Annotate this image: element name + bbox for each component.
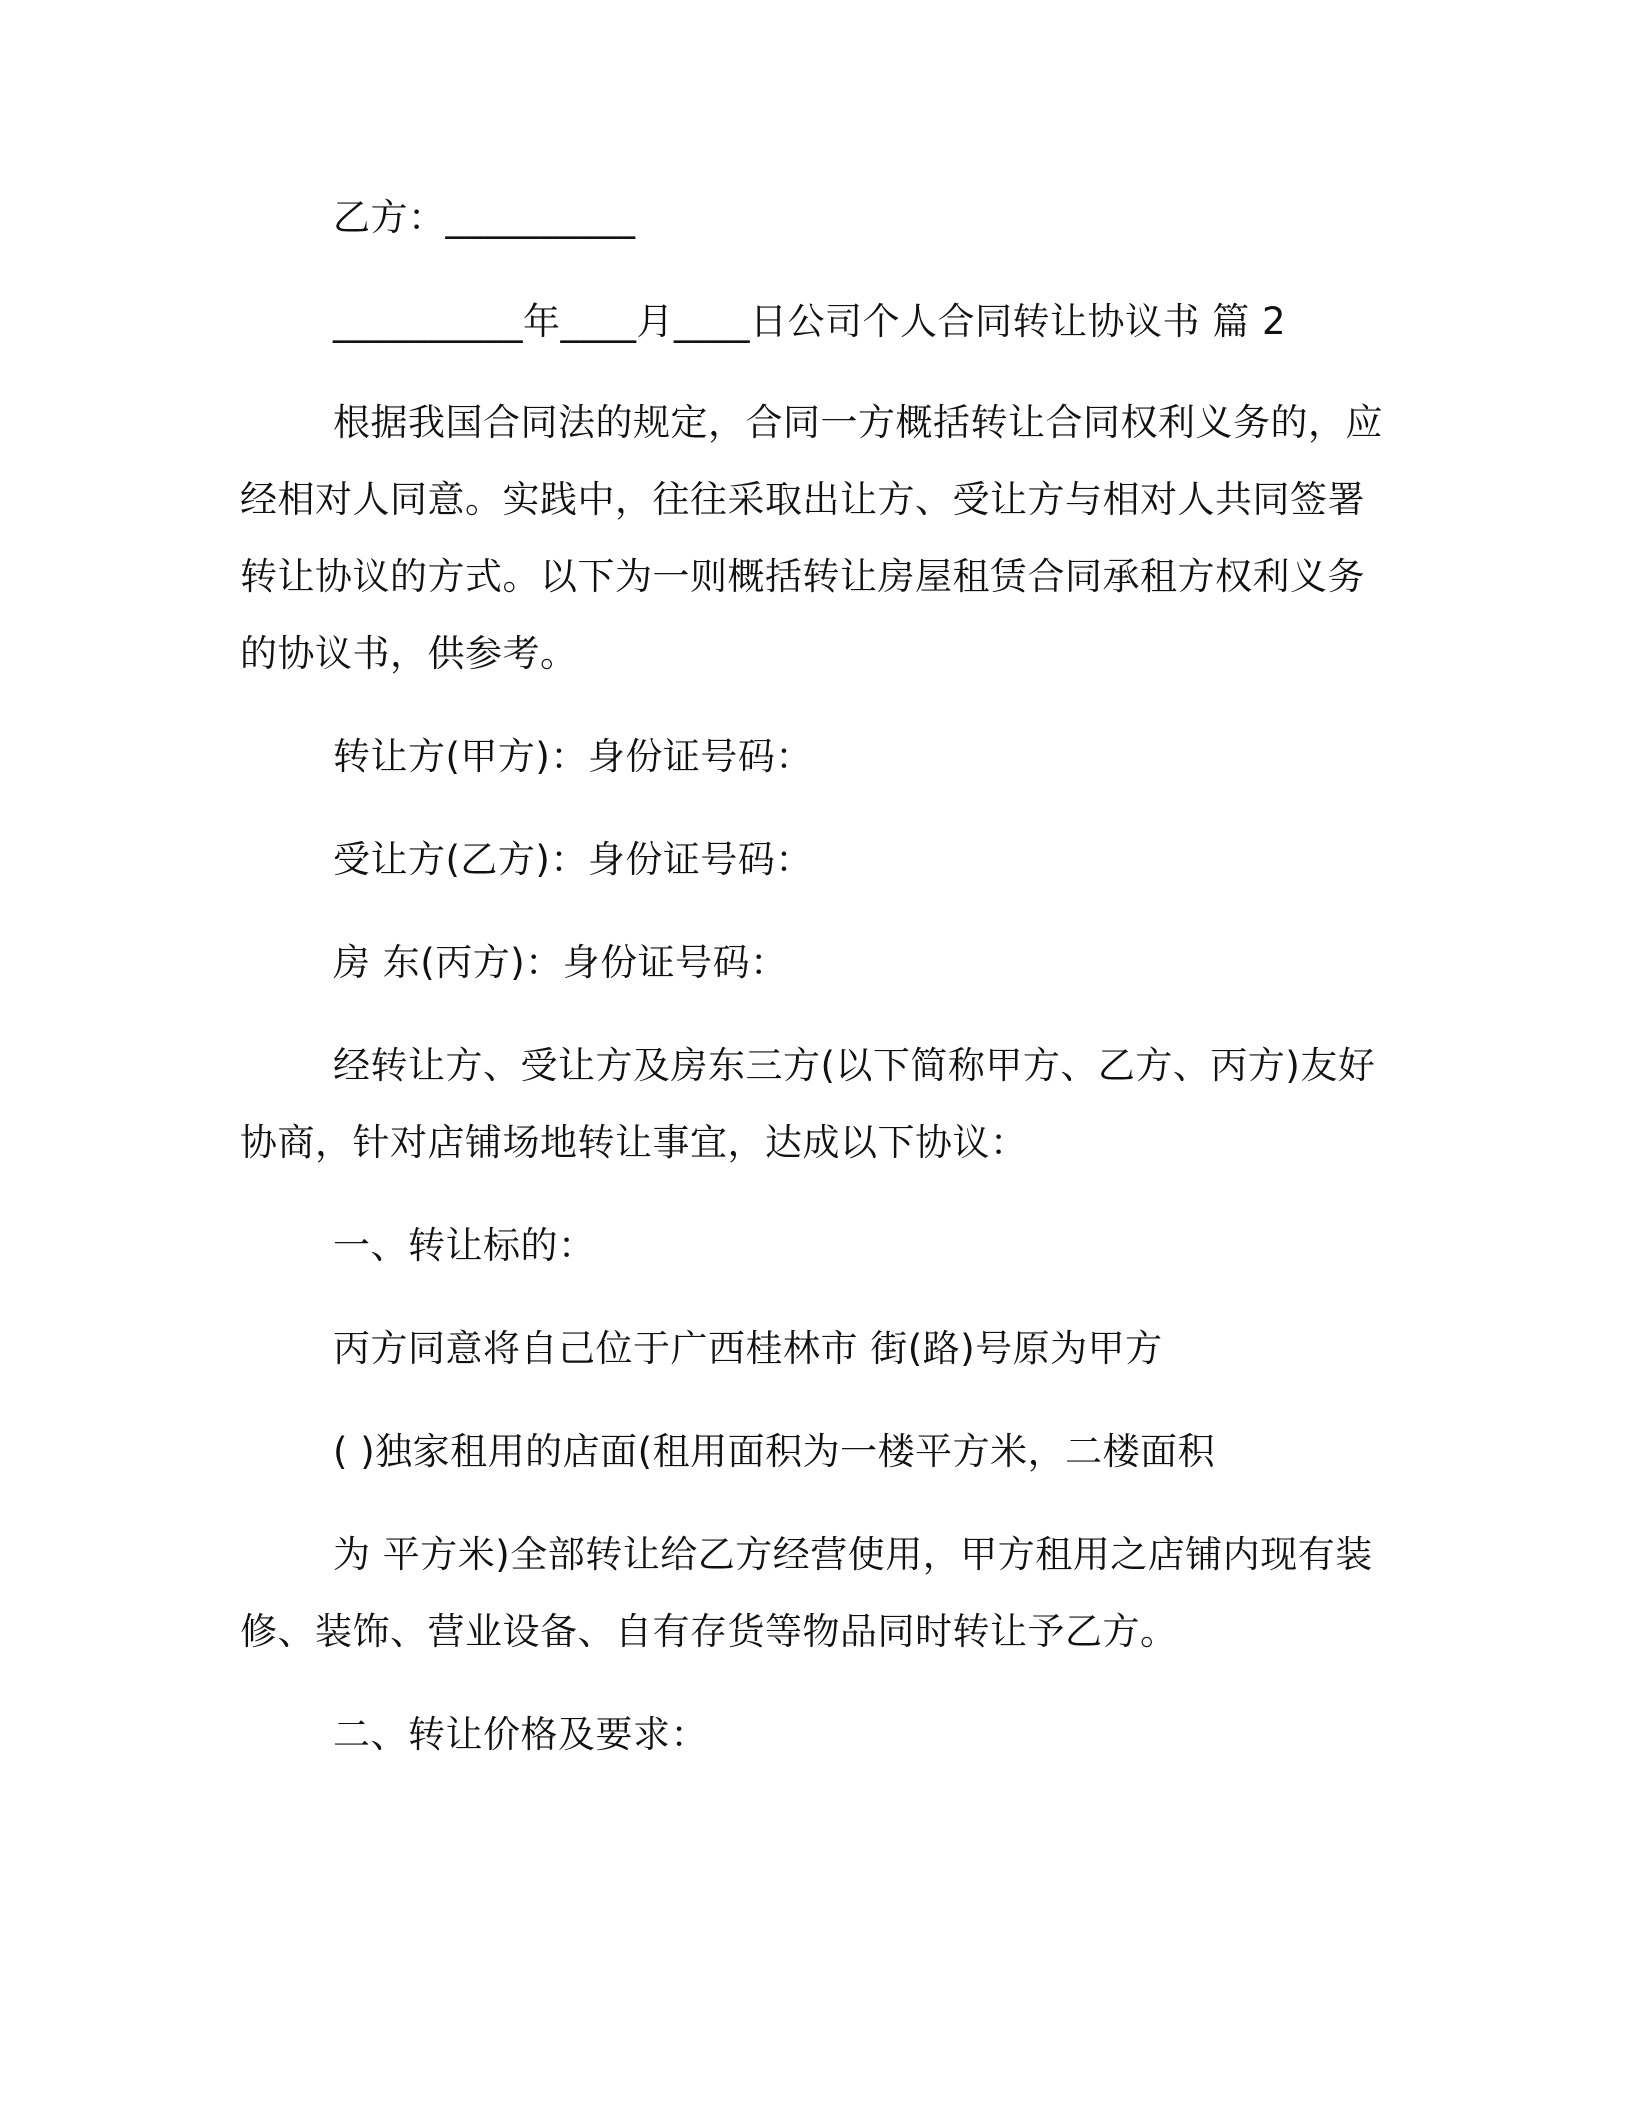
section-heading-2: 二、转让价格及要求：: [333, 1713, 708, 1756]
transferee-line: 受让方(乙方)：身份证号码：: [333, 838, 813, 881]
section-1-line-4: 修、装饰、营业设备、自有存货等物品同时转让予乙方。: [240, 1610, 1178, 1653]
section-1-line-1: 丙方同意将自己位于广西桂林市 街(路)号原为甲方: [333, 1327, 1163, 1370]
intro-paragraph-line-1: 根据我国合同法的规定，合同一方概括转让合同权利义务的，应: [333, 401, 1383, 444]
section-heading-1: 一、转让标的：: [333, 1224, 596, 1267]
intro-paragraph-line-4: 的协议书，供参考。: [240, 632, 578, 675]
party-b-signature-line: 乙方：__________: [333, 196, 636, 239]
section-1-line-3: 为 平方米)全部转让给乙方经营使用，甲方租用之店铺内现有装: [333, 1533, 1373, 1576]
transferor-line: 转让方(甲方)：身份证号码：: [333, 735, 813, 778]
section-1-line-2: ( )独家租用的店面(租用面积为一楼平方米，二楼面积: [333, 1430, 1216, 1473]
agreement-paragraph-line-2: 协商，针对店铺场地转让事宜，达成以下协议：: [240, 1121, 1028, 1164]
intro-paragraph-line-2: 经相对人同意。实践中，往往采取出让方、受让方与相对人共同签署: [240, 478, 1365, 521]
agreement-paragraph-line-1: 经转让方、受让方及房东三方(以下简称甲方、乙方、丙方)友好: [333, 1044, 1376, 1087]
intro-paragraph-line-3: 转让协议的方式。以下为一则概括转让房屋租赁合同承租方权利义务: [240, 555, 1365, 598]
date-and-title-line: __________年____月____日公司个人合同转让协议书 篇 2: [333, 300, 1287, 343]
landlord-line: 房 东(丙方)：身份证号码：: [333, 941, 788, 984]
